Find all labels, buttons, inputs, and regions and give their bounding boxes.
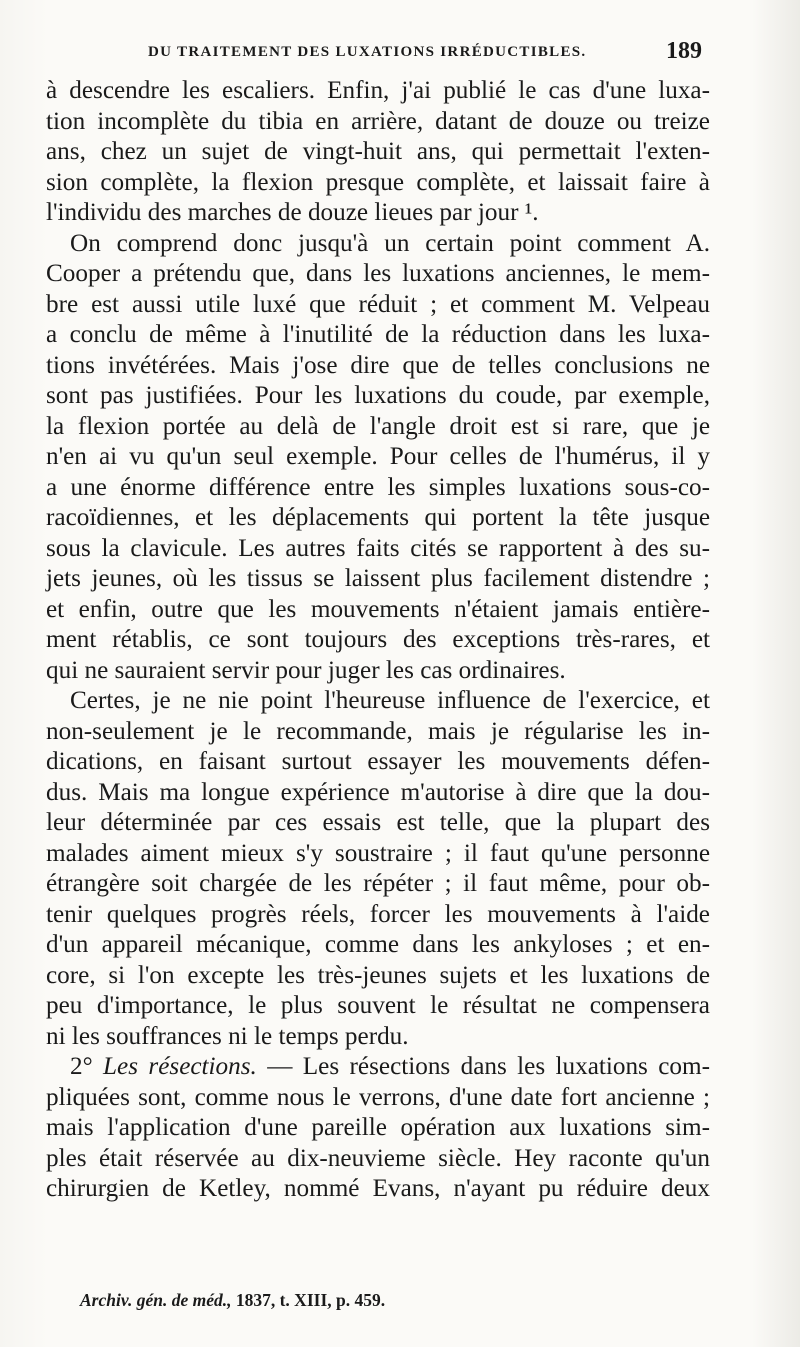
text-line: tion incomplète du tibia en arrière, datant de douze ou treize <box>46 107 710 135</box>
text-line: la flexion portée au delà de l'angle droit est si rare, que je <box>46 412 710 440</box>
section-number: 2° <box>70 1053 93 1080</box>
text-line: jets jeunes, où les tissus se laissent plus facilement distendre ; <box>46 565 710 592</box>
text-line: ples était réservée au dix-neuvieme siècle. Hey raconte qu'un <box>46 1144 710 1172</box>
footnote <box>80 1290 385 1311</box>
text-line: ni les souffrances ni le temps perdu. <box>46 1022 409 1050</box>
section-title-and-text <box>103 1053 710 1080</box>
text-line: a conclu de même à l'inutilité de la réduction dans les luxa- <box>46 321 710 348</box>
text-line: Cooper a prétendu que, dans les luxations anciennes, le mem- <box>46 260 710 287</box>
text-line: On comprend donc jusqu'à un certain point comment A. <box>70 229 710 257</box>
text-line: à descendre les escaliers. Enfin, j'ai publié le cas d'une luxa- <box>46 77 710 104</box>
text-line: sous la clavicule. Les autres faits cités se rapportent à des su- <box>46 534 710 562</box>
text-line: étrangère soit chargée de les répéter ; il faut même, pour ob- <box>46 870 710 897</box>
page-header <box>48 38 710 72</box>
text-line: racoïdiennes, et les déplacements qui portent la tête jusque <box>46 504 710 531</box>
footnote-source: Archiv. gén. de méd., <box>80 1290 232 1310</box>
text-line: pliquées sont, comme nous le verrons, d'une date fort ancienne ; <box>46 1083 710 1111</box>
text-line: bre est aussi utile luxé que réduit ; et comment M. Velpeau <box>46 290 710 318</box>
running-head: DU TRAITEMENT DES LUXATIONS IRRÉDUCTIBLES. <box>148 44 587 60</box>
text-line: ment rétablis, ce sont toujours des exceptions très-rares, et <box>46 626 710 653</box>
footnote-detail: 1837, t. XIII, p. 459. <box>235 1290 386 1310</box>
page-number: 189 <box>666 38 702 64</box>
text-line: peu d'importance, le plus souvent le résultat ne compensera <box>46 992 710 1019</box>
text-line: dications, en faisant surtout essayer les mouvements défen- <box>46 748 710 775</box>
text-line: core, si l'on excepte les très-jeunes sujets et les luxations de <box>46 961 710 989</box>
section-title: Les résections. <box>103 1053 257 1080</box>
text-line: sion complète, la flexion presque complète, et laissait faire à <box>46 168 710 196</box>
section-text: — Les résections dans les luxations com- <box>256 1053 710 1080</box>
text-line: qui ne sauraient servir pour juger les cas ordinaires. <box>46 656 566 684</box>
body-text <box>46 76 710 1205</box>
text-line: non-seulement je le recommande, mais je régularise les in- <box>46 717 710 745</box>
text-line: l'individu des marches de douze lieues par jour ¹. <box>46 199 539 226</box>
text-line: chirurgien de Ketley, nommé Evans, n'ayant pu réduire deux <box>46 1175 710 1202</box>
text-line: ans, chez un sujet de vingt-huit ans, qui permettait l'exten- <box>46 138 710 165</box>
section-line <box>46 1052 710 1083</box>
text-line: sont pas justifiées. Pour les luxations du coude, par exemple, <box>46 382 710 409</box>
text-line: Certes, je ne nie point l'heureuse influence de l'exercice, et <box>70 687 710 714</box>
text-line: d'un appareil mécanique, comme dans les ankyloses ; et en- <box>46 931 710 958</box>
text-line: tions invétérées. Mais j'ose dire que de telles conclusions ne <box>46 351 710 379</box>
text-line: n'en ai vu qu'un seul exemple. Pour celles de l'humérus, il y <box>46 443 710 470</box>
text-line: tenir quelques progrès réels, forcer les mouvements à l'aide <box>46 900 710 928</box>
text-line: malades aiment mieux s'y soustraire ; il faut qu'une personne <box>46 839 710 867</box>
text-line: mais l'application d'une pareille opération aux luxations sim- <box>46 1114 710 1141</box>
text-line: dus. Mais ma longue expérience m'autorise à dire que la dou- <box>46 778 710 806</box>
text-line: a une énorme différence entre les simples luxations sous-co- <box>46 473 710 501</box>
text-line: leur déterminée par ces essais est telle, que la plupart des <box>46 809 710 836</box>
text-line: et enfin, outre que les mouvements n'étaient jamais entière- <box>46 595 710 623</box>
